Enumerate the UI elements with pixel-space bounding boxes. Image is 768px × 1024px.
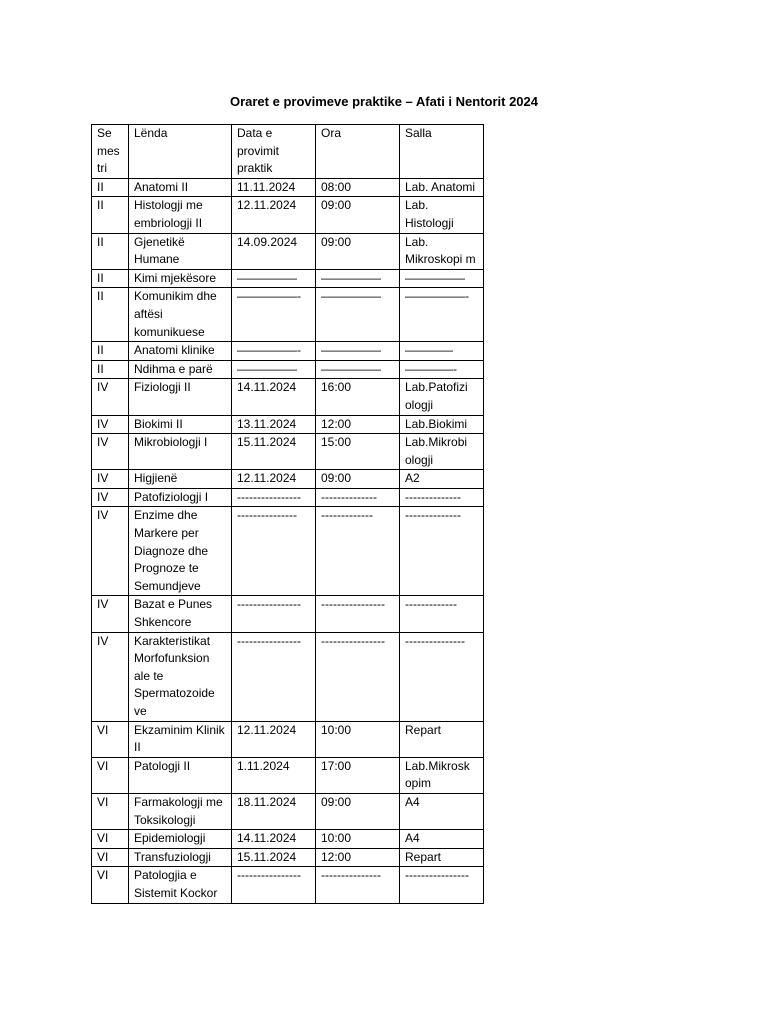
table-row xyxy=(92,830,484,849)
date-cell: —————- xyxy=(232,288,316,342)
table-row xyxy=(92,269,484,288)
semester-cell: II xyxy=(92,342,129,361)
time-cell: 12:00 xyxy=(316,848,400,867)
exam-schedule-table xyxy=(91,124,484,904)
subject-cell: Transfuziologji xyxy=(129,848,232,867)
table-row xyxy=(92,488,484,507)
room-cell: A4 xyxy=(400,793,484,829)
table-row xyxy=(92,596,484,632)
semester-cell: IV xyxy=(92,632,129,721)
subject-cell: Bazat e Punes Shkencore xyxy=(129,596,232,632)
header-date: Data e provimit praktik xyxy=(232,125,316,179)
subject-cell: Ndihma e parë xyxy=(129,360,232,379)
table-row xyxy=(92,632,484,721)
semester-cell: IV xyxy=(92,434,129,470)
date-cell: 14.11.2024 xyxy=(232,830,316,849)
date-cell: 1.11.2024 xyxy=(232,757,316,793)
time-cell: 09:00 xyxy=(316,793,400,829)
room-cell: A4 xyxy=(400,830,484,849)
date-cell: 12.11.2024 xyxy=(232,197,316,233)
semester-cell: IV xyxy=(92,488,129,507)
time-cell: ------------- xyxy=(316,507,400,596)
room-cell: ---------------- xyxy=(400,867,484,903)
time-cell: 09:00 xyxy=(316,470,400,489)
semester-cell: VI xyxy=(92,757,129,793)
date-cell: --------------- xyxy=(232,507,316,596)
room-cell: A2 xyxy=(400,470,484,489)
date-cell: 18.11.2024 xyxy=(232,793,316,829)
time-cell: ————— xyxy=(316,288,400,342)
header-semester: Se mes tri xyxy=(92,125,129,179)
table-row xyxy=(92,793,484,829)
time-cell: 10:00 xyxy=(316,721,400,757)
table-row xyxy=(92,360,484,379)
semester-cell: IV xyxy=(92,379,129,415)
time-cell: --------------- xyxy=(316,867,400,903)
date-cell: ---------------- xyxy=(232,488,316,507)
room-cell: -------------- xyxy=(400,507,484,596)
table-row xyxy=(92,721,484,757)
room-cell: Repart xyxy=(400,721,484,757)
time-cell: ---------------- xyxy=(316,596,400,632)
subject-cell: Farmakologji me Toksikologji xyxy=(129,793,232,829)
time-cell: ---------------- xyxy=(316,632,400,721)
room-cell: Lab. Histologji xyxy=(400,197,484,233)
time-cell: 10:00 xyxy=(316,830,400,849)
subject-cell: Patologjia e Sistemit Kockor xyxy=(129,867,232,903)
room-cell: ———— xyxy=(400,342,484,361)
subject-cell: Anatomi klinike xyxy=(129,342,232,361)
date-cell: 15.11.2024 xyxy=(232,848,316,867)
semester-cell: II xyxy=(92,288,129,342)
subject-cell: Komunikim dhe aftësi komunikuese xyxy=(129,288,232,342)
subject-cell: Anatomi II xyxy=(129,178,232,197)
time-cell: ————— xyxy=(316,342,400,361)
header-room: Salla xyxy=(400,125,484,179)
date-cell: ---------------- xyxy=(232,867,316,903)
semester-cell: IV xyxy=(92,470,129,489)
room-cell: ————— xyxy=(400,269,484,288)
header-time: Ora xyxy=(316,125,400,179)
table-row xyxy=(92,178,484,197)
table-row xyxy=(92,415,484,434)
room-cell: Lab.Biokimi xyxy=(400,415,484,434)
table-row xyxy=(92,867,484,903)
semester-cell: VI xyxy=(92,830,129,849)
date-cell: ---------------- xyxy=(232,596,316,632)
table-header-row xyxy=(92,125,484,179)
subject-cell: Patofiziologji I xyxy=(129,488,232,507)
semester-cell: II xyxy=(92,233,129,269)
subject-cell: Higjienë xyxy=(129,470,232,489)
room-cell: Lab.Mikrobi ologji xyxy=(400,434,484,470)
time-cell: 08:00 xyxy=(316,178,400,197)
room-cell: Lab. Mikroskopi m xyxy=(400,233,484,269)
semester-cell: II xyxy=(92,269,129,288)
subject-cell: Histologji me embriologji II xyxy=(129,197,232,233)
room-cell: -------------- xyxy=(400,488,484,507)
table-row xyxy=(92,288,484,342)
semester-cell: IV xyxy=(92,507,129,596)
room-cell: —————- xyxy=(400,288,484,342)
table-row xyxy=(92,197,484,233)
semester-cell: VI xyxy=(92,793,129,829)
subject-cell: Epidemiologji xyxy=(129,830,232,849)
table-row xyxy=(92,379,484,415)
time-cell: 16:00 xyxy=(316,379,400,415)
time-cell: ————— xyxy=(316,360,400,379)
subject-cell: Fiziologji II xyxy=(129,379,232,415)
time-cell: 12:00 xyxy=(316,415,400,434)
page-title: Oraret e provimeve praktike – Afati i Nentorit 2024 xyxy=(229,94,539,109)
semester-cell: IV xyxy=(92,415,129,434)
room-cell: ————- xyxy=(400,360,484,379)
table-row xyxy=(92,470,484,489)
time-cell: 17:00 xyxy=(316,757,400,793)
time-cell: 15:00 xyxy=(316,434,400,470)
table-row xyxy=(92,342,484,361)
table-row xyxy=(92,233,484,269)
date-cell: 15.11.2024 xyxy=(232,434,316,470)
room-cell: ------------- xyxy=(400,596,484,632)
date-cell: 12.11.2024 xyxy=(232,721,316,757)
subject-cell: Mikrobiologji I xyxy=(129,434,232,470)
subject-cell: Gjenetikë Humane xyxy=(129,233,232,269)
table-row xyxy=(92,434,484,470)
time-cell: ————— xyxy=(316,269,400,288)
date-cell: 11.11.2024 xyxy=(232,178,316,197)
time-cell: -------------- xyxy=(316,488,400,507)
time-cell: 09:00 xyxy=(316,197,400,233)
subject-cell: Patologji II xyxy=(129,757,232,793)
room-cell: Lab. Anatomi xyxy=(400,178,484,197)
semester-cell: VI xyxy=(92,867,129,903)
room-cell: Repart xyxy=(400,848,484,867)
semester-cell: VI xyxy=(92,848,129,867)
room-cell: Lab.Mikrosk opim xyxy=(400,757,484,793)
header-subject: Lënda xyxy=(129,125,232,179)
date-cell: 14.09.2024 xyxy=(232,233,316,269)
date-cell: 12.11.2024 xyxy=(232,470,316,489)
date-cell: 13.11.2024 xyxy=(232,415,316,434)
room-cell: --------------- xyxy=(400,632,484,721)
room-cell: Lab.Patofizi ologji xyxy=(400,379,484,415)
table-row xyxy=(92,757,484,793)
date-cell: —————- xyxy=(232,342,316,361)
time-cell: 09:00 xyxy=(316,233,400,269)
semester-cell: VI xyxy=(92,721,129,757)
subject-cell: Ekzaminim Klinik II xyxy=(129,721,232,757)
date-cell: ————— xyxy=(232,269,316,288)
table-row xyxy=(92,848,484,867)
subject-cell: Enzime dhe Markere per Diagnoze dhe Prognoze te Semundjeve xyxy=(129,507,232,596)
subject-cell: Biokimi II xyxy=(129,415,232,434)
semester-cell: II xyxy=(92,178,129,197)
semester-cell: II xyxy=(92,360,129,379)
semester-cell: IV xyxy=(92,596,129,632)
date-cell: ---------------- xyxy=(232,632,316,721)
date-cell: ————— xyxy=(232,360,316,379)
table-body xyxy=(92,178,484,903)
semester-cell: II xyxy=(92,197,129,233)
subject-cell: Karakteristikat Morfofunksion ale te Spermatozoide ve xyxy=(129,632,232,721)
table-row xyxy=(92,507,484,596)
subject-cell: Kimi mjekësore xyxy=(129,269,232,288)
date-cell: 14.11.2024 xyxy=(232,379,316,415)
